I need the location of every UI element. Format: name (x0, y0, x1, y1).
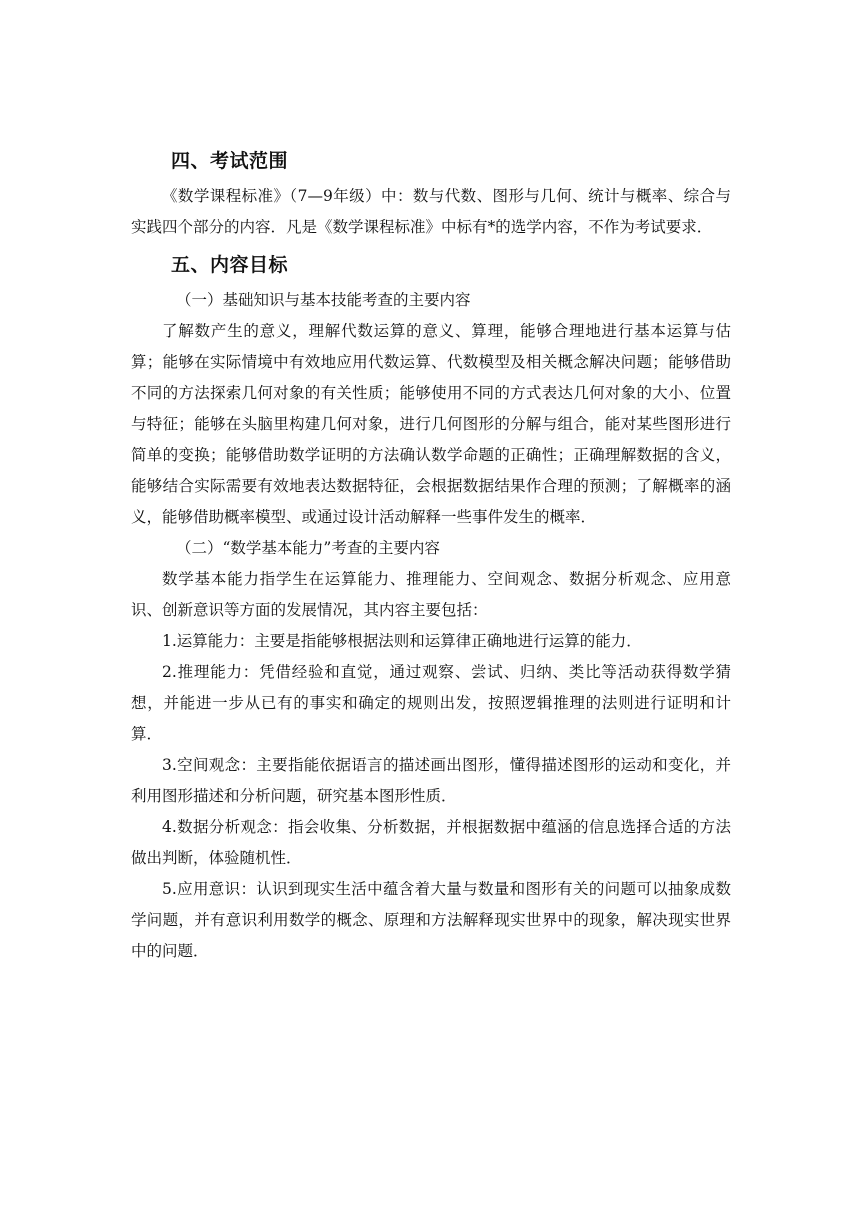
list-item-data-analysis: 4.数据分析观念：指会收集、分析数据，并根据数据中蕴涵的信息选择合适的方法做出判断，体验随机性． (131, 818, 731, 867)
basic-ability-intro: 数学基本能力指学生在运算能力、推理能力、空间观念、数据分析观念、应用意识、创新意识等方面的发展情况，其内容主要包括： (131, 570, 731, 619)
list-item-spatial: 3.空间观念：主要指能依据语言的描述画出图形，懂得描述图形的运动和变化，并利用图形描述和分析问题，研究基本图形性质． (131, 756, 731, 805)
list-item-reasoning: 2.推理能力：凭借经验和直觉，通过观察、尝试、归纳、类比等活动获得数学猜想，并能进一步从已有的事实和确定的规则出发，按照逻辑推理的法则进行证明和计算． (131, 663, 731, 743)
basic-knowledge-paragraph: 了解数产生的意义，理解代数运算的意义、算理，能够合理地进行基本运算与估算；能够在实际情境中有效地应用代数运算、代数模型及相关概念解决问题；能够借助不同的方法探索几何对象的有关性质；能够使用不同的方式表达几何对象的大小、位置与特征；能够在头脑里构建几何对象，进行几何图形的分解与组合，能对某些图形进行简单的变换；能够借助数学证明的方法确认数学命题的正确性；正确理解数据的含义，能够结合实际需要有效地表达数据特征，会根据数据结果作合理的预测；了解概率的涵义，能够借助概率模型、或通过设计活动解释一些事件发生的概率． (131, 322, 731, 526)
subsection-title-basic-ability: （二）“数学基本能力”考查的主要内容 (176, 539, 440, 557)
section-heading-content-goals: 五、内容目标 (171, 254, 289, 276)
section-heading-exam-scope: 四、考试范围 (171, 150, 289, 172)
subsection-title-basic-knowledge: （一）基础知识与基本技能考查的主要内容 (176, 291, 471, 309)
list-item-computation: 1.运算能力：主要是指能够根据法则和运算律正确地进行运算的能力． (162, 632, 642, 650)
document-body (131, 143, 731, 967)
list-item-application: 5.应用意识：认识到现实生活中蕴含着大量与数量和图形有关的问题可以抽象成数学问题，并有意识利用数学的概念、原理和方法解释现实世界中的现象，解决现实世界中的问题． (131, 880, 731, 960)
exam-scope-paragraph: 《数学课程标准》（7—9年级）中：数与代数、图形与几何、统计与概率、综合与实践四个部分的内容．凡是《数学课程标准》中标有*的选学内容，不作为考试要求． (131, 187, 731, 236)
